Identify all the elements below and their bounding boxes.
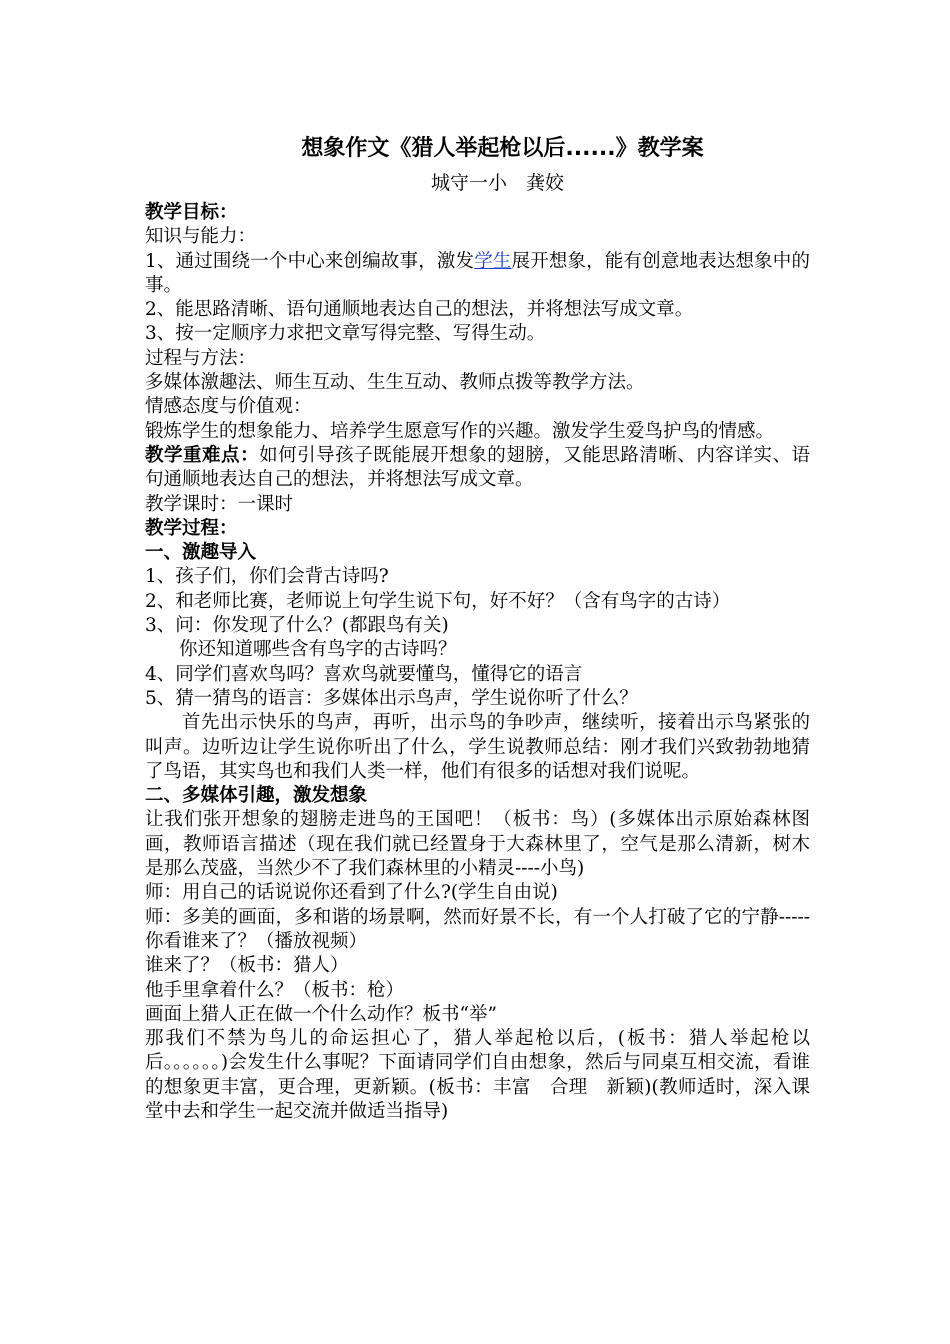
section-1-item-4: 4、同学们喜欢鸟吗？喜欢鸟就要懂鸟，懂得它的语言 xyxy=(145,663,583,685)
section-2-heading: 二、多媒体引趣，激发想象 xyxy=(145,785,368,807)
key-difficulty-label: 教学重难点： xyxy=(145,444,260,466)
section-1-item-3: 3、问：你发现了什么？(都跟鸟有关) xyxy=(145,615,449,637)
key-difficulty-text: 如何引导孩子既能展开想象的翅膀，又能思路清晰、内容详实、语句通顺地表达自己的想法，并将想法写成文章。 xyxy=(145,444,810,491)
section-2-paragraph-4: 谁来了？（板书：猎人） xyxy=(145,955,349,977)
student-link[interactable]: 学生 xyxy=(474,250,512,272)
process-method-text: 多媒体激趣法、师生互动、生生互动、教师点拨等教学方法。 xyxy=(145,372,645,394)
section-1-heading: 一、激趣导入 xyxy=(145,542,257,564)
section-1-item-2: 2、和老师比赛，老师说上句学生说下句，好不好？（含有鸟字的古诗） xyxy=(145,590,731,612)
section-2-paragraph-6: 画面上猎人正在做一个什么动作？板书“举” xyxy=(145,1003,497,1025)
section-2-paragraph-7: 那我们不禁为鸟儿的命运担心了，猎人举起枪以后，(板书：猎人举起枪以后。。。。。。)会发生什么事呢？下面请同学们自由想象，然后与同桌互相交流，看谁的想象更丰富，更合理，更新颖。(板书：丰富 合理 新颖)(教师适时，深入课堂中去和学生一起交流并做适当指导) xyxy=(145,1028,810,1122)
section-1-item-5: 5、猜一猜鸟的语言：多媒体出示鸟声，学生说你听了什么？ xyxy=(145,687,638,709)
process-heading: 教学过程： xyxy=(145,517,238,539)
emotion-text: 锻炼学生的想象能力、培养学生愿意写作的兴趣。激发学生爱鸟护鸟的情感。 xyxy=(145,420,775,442)
emotion-heading: 情感态度与价值观： xyxy=(145,396,312,418)
section-2-paragraph-2: 师：用自己的话说说你还看到了什么?(学生自由说) xyxy=(145,882,558,904)
process-method-heading: 过程与方法： xyxy=(145,347,257,369)
knowledge-item-3: 3、按一定顺序力求把文章写得完整、写得生动。 xyxy=(145,323,546,345)
key-difficulty xyxy=(145,444,810,493)
knowledge-item-1 xyxy=(145,250,810,299)
section-1-item-3b: 你还知道哪些含有鸟字的古诗吗？ xyxy=(179,639,457,661)
doc-title: 想象作文《猎人举起枪以后......》教学案 xyxy=(301,136,704,161)
section-2-paragraph-3: 师：多美的画面，多和谐的场景啊，然而好景不长，有一个人打破了它的宁静-----你看谁来了？（播放视频） xyxy=(145,906,810,952)
knowledge-item-1-post: 展开想象，能有创意地表达想象中的事。 xyxy=(145,250,810,296)
teaching-hours: 教学课时：一课时 xyxy=(145,493,294,515)
knowledge-item-2: 2、能思路清晰、语句通顺地表达自己的想法，并将想法写成文章。 xyxy=(145,299,694,321)
doc-author: 城守一小 龚姣 xyxy=(430,172,564,194)
section-2-paragraph-1: 让我们张开想象的翅膀走进鸟的王国吧！（板书：鸟）(多媒体出示原始森林图画，教师语言描述（现在我们就已经置身于大森林里了，空气是那么清新，树木是那么茂盛，当然少不了我们森林里的小精灵----小鸟) xyxy=(145,809,810,880)
document-body xyxy=(145,133,810,1124)
goals-heading: 教学目标： xyxy=(145,202,238,223)
knowledge-item-1-pre: 1、通过围绕一个中心来创编故事，激发 xyxy=(145,250,475,272)
section-2-paragraph-5: 他手里拿着什么？（板书：枪） xyxy=(145,979,405,1001)
section-1-item-1: 1、孩子们，你们会背古诗吗? xyxy=(145,566,389,588)
section-1-paragraph: 首先出示快乐的鸟声，再听，出示鸟的争吵声，继续听，接着出示鸟紧张的叫声。边听边让学生说你听出了什么，学生说教师总结：刚才我们兴致勃勃地猜了鸟语，其实鸟也和我们人类一样，他们有很多的话想对我们说呢。 xyxy=(145,712,810,782)
knowledge-heading: 知识与能力： xyxy=(145,226,257,248)
